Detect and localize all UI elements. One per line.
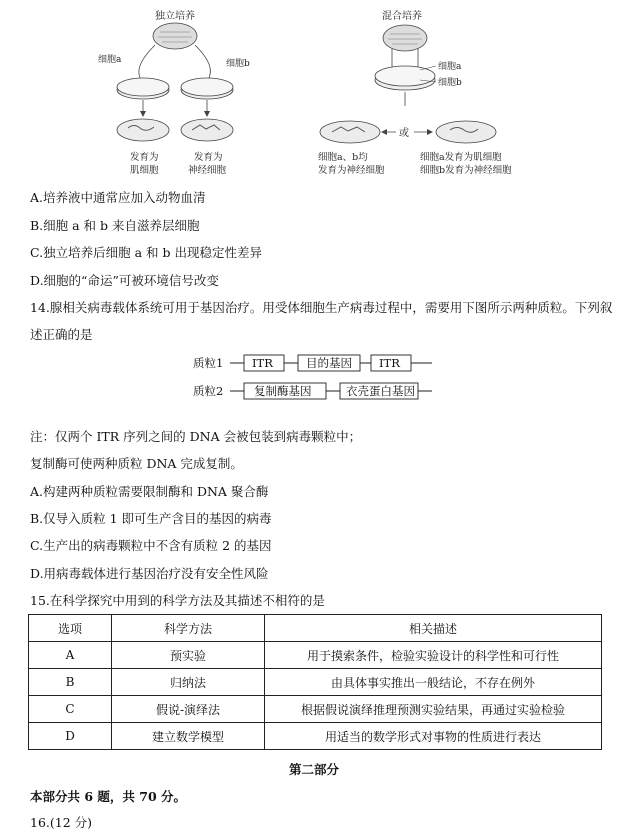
svg-text:或: 或 [399,128,409,139]
svg-text:ITR: ITR [252,356,273,370]
svg-text:细胞a、b均: 细胞a、b均 [318,152,368,163]
q13-option-c: C.独立培养后细胞 a 和 b 出现稳定性差异 [30,245,262,260]
left-title: 独立培养 [155,11,195,22]
cell-a-label: 细胞a [98,55,122,65]
q14-option-d: D.用病毒载体进行基因治疗没有安全性风险 [30,566,269,581]
table-header: 选项 [29,615,112,642]
embryo-dish-left [153,23,197,49]
table-row: B 归纳法 由具体事实推出一般结论，不存在例外 [29,669,602,696]
q15-table [28,614,602,750]
dish-neuron [181,119,233,141]
plasmid2-label: 质粒2 [193,384,224,398]
svg-text:发育为: 发育为 [130,152,159,163]
table-row: C 假说-演绎法 根据假说演绎推理预测实验结果，再通过实验检验 [29,696,602,723]
culture-figure [0,0,628,182]
part2-summary: 本部分共 6 题，共 70 分。 [30,789,187,804]
plasmid-diagram [0,350,628,410]
q14-option-a: A.构建两种质粒需要限制酶和 DNA 聚合酶 [30,484,269,499]
table-header: 科学方法 [112,615,265,642]
cell-b-label: 细胞b [226,59,250,69]
q13-option-d: D.细胞的“命运”可被环境信号改变 [30,273,219,288]
svg-text:衣壳蛋白基因: 衣壳蛋白基因 [346,384,415,398]
plasmid1-label: 质粒1 [193,356,224,370]
table-row: D 建立数学模型 用适当的数学形式对事物的性质进行表达 [29,723,602,750]
table-row: A 预实验 用于摸索条件，检验实验设计的科学性和可行性 [29,642,602,669]
svg-text:神经细胞: 神经细胞 [188,165,227,176]
q14-option-b: B.仅导入质粒 1 即可生产含目的基因的病毒 [30,511,272,526]
q13-option-b: B.细胞 a 和 b 来自滋养层细胞 [30,218,200,233]
svg-text:细胞a: 细胞a [438,62,462,72]
svg-text:细胞b发育为神经细胞: 细胞b发育为神经细胞 [420,165,512,176]
svg-text:发育为神经细胞: 发育为神经细胞 [318,165,385,176]
q14-stem-line1: 14.腺相关病毒载体系统可用于基因治疗。用受体细胞生产病毒过程中，需要用下图所示两种质粒。下列叙 [30,300,613,315]
q16-heading: 16.(12 分) [30,815,93,830]
q14-stem-line2: 述正确的是 [30,327,93,342]
svg-text:发育为: 发育为 [194,152,223,163]
svg-text:细胞b: 细胞b [438,78,462,88]
q14-note-2: 复制酶可使两种质粒 DNA 完成复制。 [30,456,243,471]
svg-text:复制酶基因: 复制酶基因 [254,384,312,398]
svg-text:目的基因: 目的基因 [306,356,352,370]
right-title: 混合培养 [382,11,422,22]
q14-option-c: C.生产出的病毒颗粒中不含有质粒 2 的基因 [30,538,272,553]
svg-text:肌细胞: 肌细胞 [130,165,159,176]
svg-text:细胞a发育为肌细胞: 细胞a发育为肌细胞 [420,152,502,163]
table-header: 相关描述 [265,615,602,642]
svg-text:ITR: ITR [379,356,400,370]
q13-option-a: A.培养液中通常应加入动物血清 [30,190,206,205]
part2-title: 第二部分 [288,762,339,777]
q14-note-1: 注：仅两个 ITR 序列之间的 DNA 会被包装到病毒颗粒中； [30,429,362,444]
q15-stem: 15.在科学探究中用到的科学方法及其描述不相符的是 [30,593,325,608]
table-header-row [29,615,602,642]
